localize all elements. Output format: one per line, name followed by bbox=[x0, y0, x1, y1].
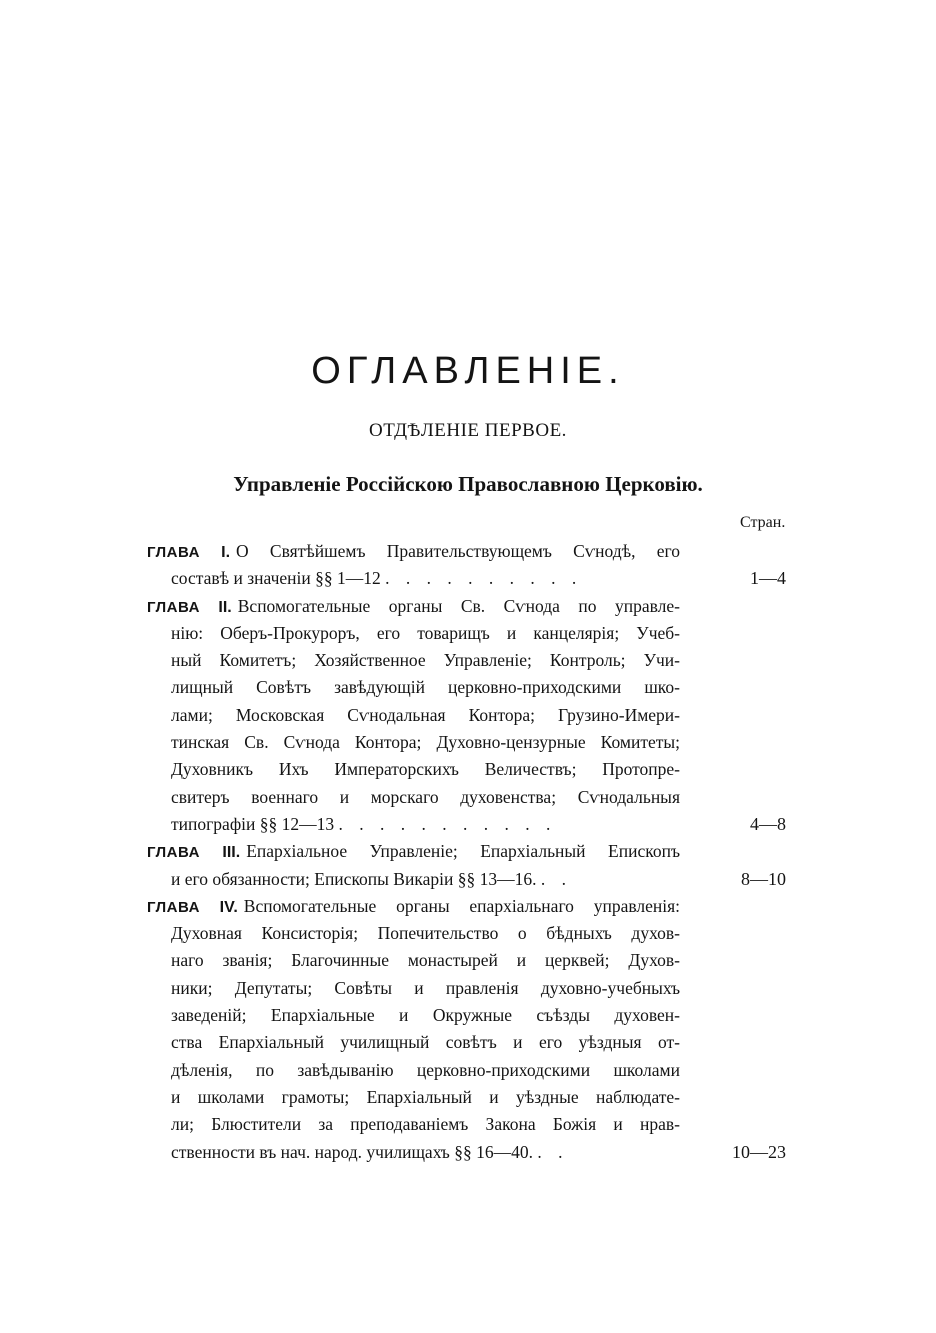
dot-leader: . . bbox=[540, 868, 572, 889]
toc-entry-line bbox=[147, 593, 680, 620]
dot-leader: . . . . . . . . . . . bbox=[338, 813, 557, 834]
toc-entry-line bbox=[147, 838, 680, 865]
toc-entry-line bbox=[147, 620, 680, 647]
toc-entry-text: ный Комитетъ; Хозяйственное Управленіе; Контроль; Учи- bbox=[171, 650, 680, 671]
toc-entry-text: заведеній; Епархіальные и Окружные съѣзды духовен- bbox=[171, 1005, 680, 1026]
toc-entry-line bbox=[147, 1111, 680, 1138]
toc-entry-line bbox=[147, 1029, 680, 1056]
toc-entry-text: лами; Московская Сѵнодальная Контора; Грузино-Имери- bbox=[171, 704, 680, 725]
toc-entry-chapter-3[interactable] bbox=[147, 838, 790, 893]
chapter-word: ГЛАВА bbox=[147, 544, 200, 561]
toc-entry-text: свитеръ военнаго и морскаго духовенства; Сѵнодальныя bbox=[171, 786, 680, 807]
toc-entry-line bbox=[147, 784, 680, 811]
toc-entry-line bbox=[147, 947, 680, 974]
toc-entry-line bbox=[147, 866, 680, 893]
section-subtitle: Управленіе Россійскою Православною Церковію. bbox=[233, 472, 703, 496]
toc-entry-line bbox=[147, 1084, 680, 1111]
toc-entry-text: Епархіальное Управленіе; Епархіальный Епископъ bbox=[246, 841, 680, 862]
toc-entry-text: лищный Совѣтъ завѣдующій церковно-приходскими шко- bbox=[171, 677, 680, 698]
toc-entry-text: ники; Депутаты; Совѣты и правленія духовно-учебныхъ bbox=[171, 977, 680, 998]
toc-entry-line bbox=[147, 702, 680, 729]
toc-list bbox=[147, 538, 790, 1166]
toc-entry-text: наго званія; Благочинные монастырей и церквей; Духов- bbox=[171, 950, 680, 971]
chapter-number: II. bbox=[218, 598, 232, 616]
chapter-word: ГЛАВА bbox=[147, 598, 200, 616]
toc-entry-text: нію: Оберъ-Прокуроръ, его товарищъ и канцелярія; Учеб- bbox=[171, 622, 680, 643]
toc-entry-text: и его обязанности; Епископы Викаріи §§ 13—16. bbox=[171, 868, 537, 889]
toc-entry-line bbox=[147, 674, 680, 701]
toc-entry-text: дѣленія, по завѣдыванію церковно-приходскими школами bbox=[171, 1059, 680, 1080]
toc-entry-line bbox=[147, 811, 680, 838]
chapter-number: IV. bbox=[219, 898, 238, 916]
page-range: 10—23 bbox=[732, 1141, 786, 1162]
toc-entry-text: типографіи §§ 12—13 bbox=[171, 813, 335, 834]
toc-entry-line bbox=[147, 920, 680, 947]
chapter-word: ГЛАВА bbox=[147, 844, 200, 862]
toc-entry-text: ства Епархіальный училищный совѣтъ и его уѣздныя от- bbox=[171, 1032, 680, 1053]
toc-entry-line bbox=[147, 756, 680, 783]
toc-entry-line bbox=[147, 565, 680, 592]
toc-entry-text: ственности въ нач. народ. училищахъ §§ 16—40. bbox=[171, 1141, 533, 1162]
toc-entry-text: Вспомогательные органы епархіальнаго управленія: bbox=[243, 895, 681, 916]
toc-entry-line bbox=[147, 1139, 680, 1166]
toc-entry-text: ли; Блюстители за преподаваніемъ Закона Божія и нрав- bbox=[171, 1114, 680, 1135]
chapter-number: III. bbox=[222, 844, 241, 862]
dot-leader: . . bbox=[537, 1141, 569, 1162]
toc-entry-line bbox=[147, 729, 680, 756]
toc-entry-chapter-1[interactable] bbox=[147, 538, 790, 593]
toc-entry-text: Духовникъ Ихъ Императорскихъ Величествъ; Протопре- bbox=[171, 759, 680, 780]
toc-entry-text: Вспомогательные органы Св. Сѵнода по управле- bbox=[237, 595, 681, 616]
page-range: 8—10 bbox=[741, 868, 786, 889]
toc-entry-text: Духовная Консисторія; Попечительство о бѣдныхъ духов- bbox=[171, 923, 680, 944]
toc-entry-chapter-2[interactable] bbox=[147, 593, 790, 839]
toc-entry-line bbox=[147, 1057, 680, 1084]
chapter-number: I. bbox=[221, 544, 231, 561]
toc-entry-line bbox=[147, 647, 680, 674]
toc-entry-chapter-4[interactable] bbox=[147, 893, 790, 1166]
page-range: 4—8 bbox=[750, 813, 786, 834]
chapter-word: ГЛАВА bbox=[147, 898, 200, 916]
toc-entry-line bbox=[147, 975, 680, 1002]
toc-entry-text: и школами грамоты; Епархіальный и уѣздные наблюдате- bbox=[171, 1086, 680, 1107]
toc-entry-text: тинская Св. Сѵнода Контора; Духовно-цензурные Комитеты; bbox=[171, 732, 680, 753]
toc-entry-line bbox=[147, 893, 680, 920]
toc-entry-line bbox=[147, 538, 680, 565]
toc-entry-line bbox=[147, 1002, 680, 1029]
dot-leader: . . . . . . . . . . bbox=[385, 568, 583, 589]
section-label: ОТДѢЛЕНІЕ ПЕРВОЕ. bbox=[369, 420, 567, 441]
toc-entry-text: составѣ и значеніи §§ 1—12 bbox=[171, 568, 381, 589]
page-range: 1—4 bbox=[750, 568, 786, 589]
toc-entry-text: О Святѣйшемъ Правительствующемъ Сѵнодѣ, его bbox=[236, 541, 681, 561]
page-column-label: Стран. bbox=[740, 514, 786, 531]
page-title: ОГЛАВЛЕНІЕ. bbox=[311, 350, 625, 392]
